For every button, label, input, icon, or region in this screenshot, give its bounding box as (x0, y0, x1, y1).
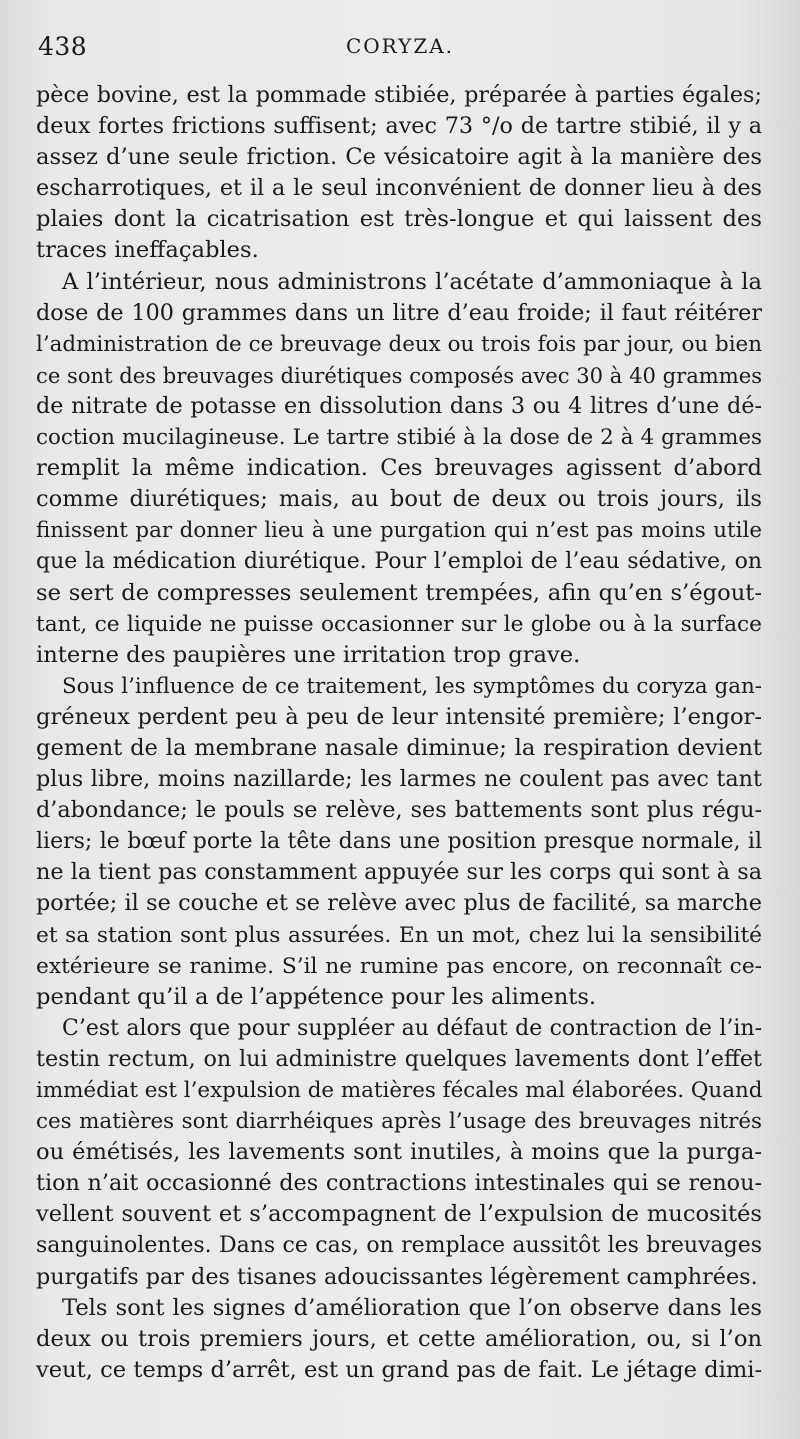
text-line: Sous l’influence de ce traitement, les symptômes du coryza gan- (62, 673, 762, 699)
text-line: liers; le bœuf porte la tête dans une position presque normale, il (36, 829, 762, 855)
text-line: interne des paupières une irritation trop grave. (36, 641, 581, 668)
text-line: de nitrate de potasse en dissolution dans 3 ou 4 litres d’une dé- (36, 392, 762, 419)
text-line: A l’intérieur, nous administrons l’acétate d’ammoniaque à la (62, 268, 762, 295)
body-text (36, 80, 762, 1386)
text-line: testin rectum, on lui administre quelques lavements dont l’effet (36, 1045, 762, 1072)
text-line: dose de 100 grammes dans un litre d’eau froide; il faut réitérer (36, 299, 762, 326)
text-line: extérieure se ranime. S’il ne rumine pas encore, on reconnaît ce- (36, 953, 762, 979)
text-line: d’abondance; le pouls se relève, ses battements sont plus régu- (36, 797, 762, 824)
text-line: ces matières sont diarrhéiques après l’usage des breuvages nitrés (36, 1109, 762, 1135)
page-number: 438 (38, 32, 88, 61)
text-line: gréneux perdent peu à peu de leur intensité première; l’engor- (36, 703, 762, 730)
text-line: assez d’une seule friction. Ce vésicatoire agit à la manière des (36, 144, 762, 171)
text-line: coction mucilagineuse. Le tartre stibié à la dose de 2 à 4 grammes (36, 425, 762, 451)
text-line: sanguinolentes. Dans ce cas, on remplace aussitôt les breuvages (36, 1233, 762, 1259)
text-line: remplit la même indication. Ces breuvages agissent d’abord (36, 455, 762, 482)
text-line: gement de la membrane nasale diminue; la respiration devient (36, 734, 762, 761)
text-line: l’administration de ce breuvage deux ou trois fois par jour, ou bien (36, 331, 762, 357)
text-line: et sa station sont plus assurées. En un mot, chez lui la sensibilité (36, 922, 762, 948)
text-line: plus libre, moins nazillarde; les larmes ne coulent pas avec tant (36, 766, 762, 793)
text-line: tion n’ait occasionné des contractions intestinales qui se renou- (36, 1170, 762, 1197)
text-line: plaies dont la cicatrisation est très-longue et qui laissent des (36, 206, 762, 233)
text-line: deux fortes frictions suffisent; avec 73 °/o de tartre stibié, il y a (36, 113, 762, 140)
text-line: tant, ce liquide ne puisse occasionner sur le globe ou à la surface (36, 611, 762, 637)
text-line: traces ineffaçables. (36, 237, 259, 264)
text-line: ou émétisés, les lavements sont inutiles, à moins que la purga- (36, 1139, 762, 1166)
page-header (38, 32, 762, 66)
text-line: immédiat est l’expulsion de matières fécales mal élaborées. Quand (36, 1078, 763, 1103)
text-line: C’est alors que pour suppléer au défaut de contraction de l’in- (62, 1015, 762, 1041)
text-line: pèce bovine, est la pommade stibiée, préparée à parties égales; (36, 82, 762, 108)
text-line: ce sont des breuvages diurétiques composés avec 30 à 40 grammes (36, 362, 763, 388)
text-line: portée; il se couche et se relève avec plus de facilité, sa marche (36, 890, 762, 917)
text-line: se sert de compresses seulement trempées, afin qu’en s’égout- (36, 579, 762, 606)
text-line: finissent par donner lieu à une purgation qui n’est pas moins utile (36, 518, 762, 544)
text-line: veut, ce temps d’arrêt, est un grand pas de fait. Le jétage dimi- (36, 1356, 763, 1383)
running-head: CORYZA. (345, 34, 455, 58)
text-line: escharrotiques, et il a le seul inconvénient de donner lieu à des (36, 175, 762, 202)
text-line: Tels sont les signes d’amélioration que l’on observe dans les (62, 1294, 762, 1321)
text-line: ne la tient pas constamment appuyée sur les corps qui sont à sa (36, 859, 762, 886)
text-line: purgatifs par des tisanes adoucissantes légèrement camphrées. (36, 1263, 758, 1290)
text-line: vellent souvent et s’accompagnent de l’expulsion de mucosités (36, 1201, 762, 1228)
text-line: que la médication diurétique. Pour l’emploi de l’eau sédative, on (36, 549, 762, 575)
text-line: deux ou trois premiers jours, et cette amélioration, ou, si l’on (36, 1325, 762, 1352)
text-line: pendant qu’il a de l’appétence pour les aliments. (36, 983, 597, 1010)
text-line: comme diurétiques; mais, au bout de deux ou trois jours, ils (36, 486, 762, 513)
